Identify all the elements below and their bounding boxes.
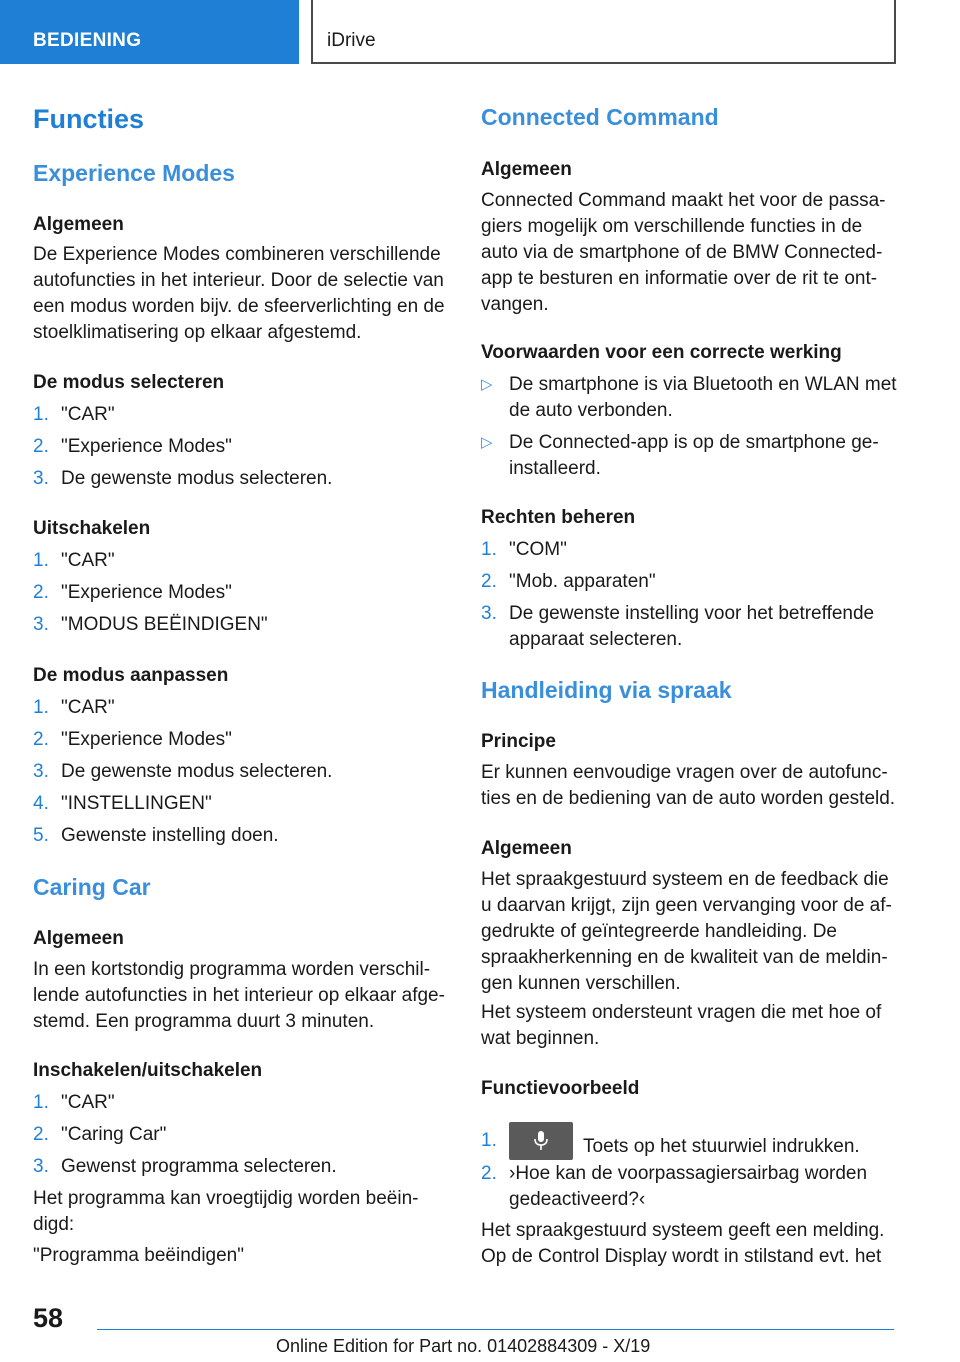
list-number: 2. (33, 1124, 49, 1145)
list-item: 2. "Experience Modes" (33, 727, 451, 753)
voice-manual-title: Handleiding via spraak (481, 677, 732, 703)
chapter-tab (0, 0, 299, 64)
principle-heading: Principe (481, 731, 556, 752)
list-item: ▷ De smartphone is via Bluetooth en WLAN met de auto verbonden. (481, 374, 897, 421)
list-item: 4. "INSTELLINGEN" (33, 791, 451, 817)
experience-general-text: De Experience Modes combineren verschillende autofuncties in het interieur. Door de selectie van een modus worden bijv. de sfeerverlichting en de stoelklimatisering op elkaar afgestemd. (33, 244, 445, 343)
triangle-right-icon: ▷ (481, 376, 493, 393)
list-item: 5. Gewenste instelling doen. (33, 823, 451, 849)
list-item: 3. De gewenste modus selecteren. (33, 466, 451, 492)
list-number: 1. (481, 539, 497, 560)
list-number: 3. (33, 1156, 49, 1177)
triangle-right-icon: ▷ (481, 434, 493, 451)
list-number: 1. (33, 697, 49, 718)
voice-general-text-1: Het spraakgestuurd systeem en de feedback die u daarvan krijgt, zijn geen vervanging voor de afgedrukte of geïntegreerde handleiding. De spraakherkenning en de kwaliteit van de meldingen kunnen verschillen. (481, 869, 892, 994)
list-item: 1. "COM" (481, 537, 901, 563)
list-item: 2. "Experience Modes" (33, 434, 451, 460)
example-heading: Functievoorbeeld (481, 1078, 640, 1099)
list-item: 1. "CAR" (33, 695, 451, 721)
list-number: 1. (33, 550, 49, 571)
list-number: 2. (481, 571, 497, 592)
connected-command-title: Connected Command (481, 104, 719, 130)
list-number: 4. (33, 793, 49, 814)
list-item: 3. De gewenste modus selecteren. (33, 759, 451, 785)
list-number: 2. (33, 729, 49, 750)
page-number: 58 (33, 1303, 64, 1333)
experience-general-heading: Algemeen (33, 214, 124, 235)
list-item: 1. "CAR" (33, 1090, 451, 1116)
topic-tab (311, 0, 896, 64)
toggle-heading: Inschakelen/uitschakelen (33, 1060, 263, 1081)
list-number: 3. (481, 603, 497, 624)
list-number: 1. (33, 1092, 49, 1113)
list-number: 2. (33, 436, 49, 457)
list-number: 3. (33, 468, 49, 489)
caring-end-text: Het programma kan vroegtijdig worden beëindigd: (33, 1188, 419, 1235)
requirements-heading: Voorwaarden voor een correcte werking (481, 342, 842, 363)
principle-text: Er kunnen eenvoudige vragen over de autofuncties en de bediening van de auto worden gesteld. (481, 762, 896, 809)
caring-general-heading: Algemeen (33, 928, 124, 949)
list-number: 1. (481, 1130, 497, 1151)
switch-off-heading: Uitschakelen (33, 518, 151, 539)
list-item: 1. "CAR" (33, 402, 451, 428)
edition-text: Online Edition for Part no. 01402884309 - X/19 (276, 1336, 651, 1356)
microphone-icon (509, 1122, 573, 1160)
section-title: Functies (33, 104, 145, 134)
connected-general-text: Connected Command maakt het voor de passagiers mogelijk om verschillende functies in de auto via de smartphone of de BMW Connected-app te besturen en informatie over de rit te ontvangen. (481, 190, 886, 315)
list-item: 1. "CAR" (33, 548, 451, 574)
list-item: 3. Gewenst programma selecteren. (33, 1154, 451, 1180)
topic-title: iDrive (327, 30, 376, 51)
rights-heading: Rechten beheren (481, 507, 636, 528)
caring-end-item: "Programma beëindigen" (33, 1245, 244, 1266)
list-item: 1. Toets op het stuurwiel indrukken. (481, 1128, 901, 1166)
list-item: 2. ›Hoe kan de voorpassagiersairbag worden gedeactiveerd?‹ (481, 1163, 868, 1210)
list-item: 2. "Experience Modes" (33, 580, 451, 606)
list-item: 3. "MODUS BEËINDIGEN" (33, 612, 451, 638)
connected-general-heading: Algemeen (481, 159, 572, 180)
list-item: 2. "Mob. apparaten" (481, 569, 901, 595)
voice-general-text-2: Het systeem ondersteunt vragen die met hoe of wat beginnen. (481, 1002, 882, 1049)
voice-general-heading: Algemeen (481, 838, 572, 859)
list-number: 2. (33, 582, 49, 603)
list-number: 3. (33, 614, 49, 635)
experience-modes-title: Experience Modes (33, 160, 235, 186)
caring-general-text: In een kortstondig programma worden verschillende autofuncties in het interieur op elkaar afgestemd. Een programma duurt 3 minuten. (33, 959, 445, 1032)
list-item: 2. "Caring Car" (33, 1122, 451, 1148)
footer-divider (97, 1329, 894, 1330)
final-text: Het spraakgestuurd systeem geeft een melding. Op de Control Display wordt in stilstand evt. het (481, 1220, 885, 1267)
select-mode-heading: De modus selecteren (33, 372, 225, 393)
chapter-title: BEDIENING (33, 30, 142, 51)
adjust-mode-heading: De modus aanpassen (33, 665, 229, 686)
list-item: 3. De gewenste instelling voor het betreffende apparaat selecteren. (481, 603, 875, 650)
list-number: 1. (33, 404, 49, 425)
list-number: 5. (33, 825, 49, 846)
caring-car-title: Caring Car (33, 874, 151, 900)
list-number: 3. (33, 761, 49, 782)
list-number: 2. (481, 1163, 497, 1184)
list-item: ▷ De Connected-app is op de smartphone geinstalleerd. (481, 432, 879, 479)
